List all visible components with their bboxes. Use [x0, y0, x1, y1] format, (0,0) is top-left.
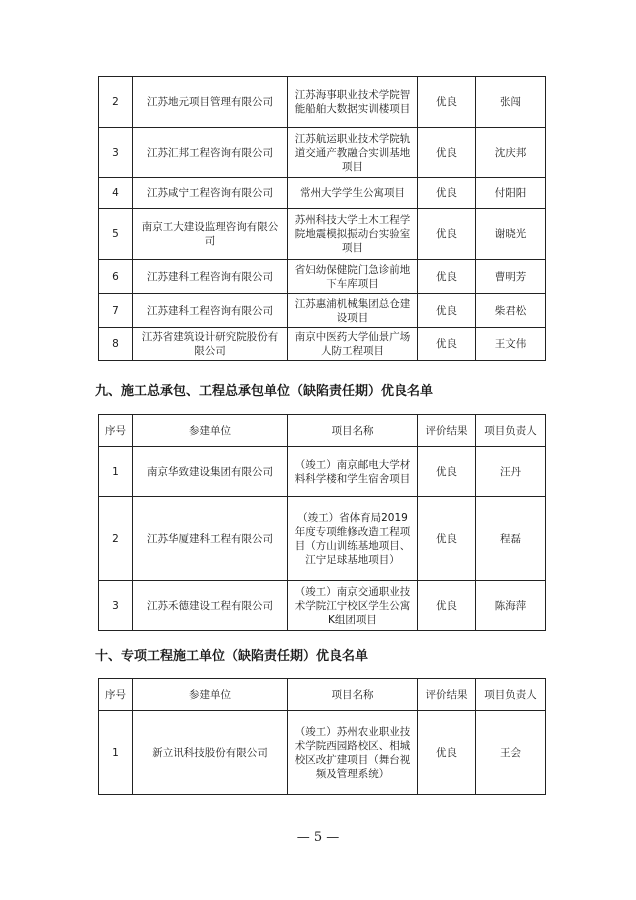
- header-leader: 项目负责人: [476, 415, 546, 447]
- row-number: 6: [99, 260, 133, 294]
- leader-cell: 曹明芳: [476, 260, 546, 294]
- table-header-row: [99, 415, 546, 447]
- row-number: 1: [99, 711, 133, 795]
- leader-cell: 谢晓光: [476, 209, 546, 260]
- header-project: 项目名称: [288, 679, 418, 711]
- result-cell: 优良: [418, 178, 476, 209]
- row-number: 2: [99, 497, 133, 581]
- project-cell: 江苏海事职业技术学院智能船舶大数据实训楼项目: [288, 77, 418, 128]
- leader-cell: 张闯: [476, 77, 546, 128]
- table-row: [99, 209, 546, 260]
- header-no: 序号: [99, 679, 133, 711]
- project-cell: 省妇幼保健院门急诊前地下车库项目: [288, 260, 418, 294]
- table-row: [99, 711, 546, 795]
- result-cell: 优良: [418, 260, 476, 294]
- project-cell: （竣工）南京邮电大学材料科学楼和学生宿舍项目: [288, 447, 418, 497]
- table-section-9: [98, 414, 546, 631]
- page-number: — 5 —: [296, 830, 340, 845]
- table-row: [99, 328, 546, 361]
- table-row: [99, 260, 546, 294]
- leader-cell: 汪丹: [476, 447, 546, 497]
- header-result: 评价结果: [418, 679, 476, 711]
- unit-cell: 江苏咸宁工程咨询有限公司: [133, 178, 288, 209]
- table-row: [99, 294, 546, 328]
- leader-cell: 柴君松: [476, 294, 546, 328]
- unit-cell: 江苏地元项目管理有限公司: [133, 77, 288, 128]
- unit-cell: 江苏建科工程咨询有限公司: [133, 294, 288, 328]
- project-cell: （竣工）苏州农业职业技术学院西园路校区、相城校区改扩建项目（舞台视频及管理系统）: [288, 711, 418, 795]
- result-cell: 优良: [418, 447, 476, 497]
- header-unit: 参建单位: [133, 415, 288, 447]
- unit-cell: 江苏汇邦工程咨询有限公司: [133, 128, 288, 178]
- section-9-heading: 九、施工总承包、工程总承包单位（缺陷责任期）优良名单: [95, 384, 434, 399]
- header-unit: 参建单位: [133, 679, 288, 711]
- result-cell: 优良: [418, 128, 476, 178]
- row-number: 4: [99, 178, 133, 209]
- result-cell: 优良: [418, 497, 476, 581]
- leader-cell: 王会: [476, 711, 546, 795]
- unit-cell: 南京华致建设集团有限公司: [133, 447, 288, 497]
- row-number: 5: [99, 209, 133, 260]
- project-cell: 苏州科技大学土木工程学院地震模拟振动台实验室项目: [288, 209, 418, 260]
- leader-cell: 陈海萍: [476, 581, 546, 631]
- table-row: [99, 581, 546, 631]
- leader-cell: 付阳阳: [476, 178, 546, 209]
- unit-cell: 江苏省建筑设计研究院股份有限公司: [133, 328, 288, 361]
- result-cell: 优良: [418, 209, 476, 260]
- result-cell: 优良: [418, 294, 476, 328]
- leader-cell: 沈庆邦: [476, 128, 546, 178]
- unit-cell: 江苏禾德建设工程有限公司: [133, 581, 288, 631]
- row-number: 7: [99, 294, 133, 328]
- project-cell: 南京中医药大学仙景广场人防工程项目: [288, 328, 418, 361]
- project-cell: （竣工）南京交通职业技术学院江宁校区学生公寓K组团项目: [288, 581, 418, 631]
- row-number: 3: [99, 128, 133, 178]
- row-number: 2: [99, 77, 133, 128]
- unit-cell: 南京工大建设监理咨询有限公司: [133, 209, 288, 260]
- table-header-row: [99, 679, 546, 711]
- result-cell: 优良: [418, 328, 476, 361]
- table-row: [99, 128, 546, 178]
- result-cell: 优良: [418, 77, 476, 128]
- unit-cell: 新立讯科技股份有限公司: [133, 711, 288, 795]
- project-cell: （竣工）省体育局2019年度专项维修改造工程项目（方山训练基地项目、江宁足球基地项目）: [288, 497, 418, 581]
- project-cell: 常州大学学生公寓项目: [288, 178, 418, 209]
- header-project: 项目名称: [288, 415, 418, 447]
- leader-cell: 王文伟: [476, 328, 546, 361]
- table-section-10: [98, 678, 546, 795]
- table-row: [99, 77, 546, 128]
- header-no: 序号: [99, 415, 133, 447]
- leader-cell: 程磊: [476, 497, 546, 581]
- header-result: 评价结果: [418, 415, 476, 447]
- unit-cell: 江苏华厦建科工程有限公司: [133, 497, 288, 581]
- table-row: [99, 497, 546, 581]
- project-cell: 江苏惠浦机械集团总仓建设项目: [288, 294, 418, 328]
- row-number: 8: [99, 328, 133, 361]
- header-leader: 项目负责人: [476, 679, 546, 711]
- table-row: [99, 447, 546, 497]
- unit-cell: 江苏建科工程咨询有限公司: [133, 260, 288, 294]
- row-number: 3: [99, 581, 133, 631]
- result-cell: 优良: [418, 711, 476, 795]
- section-10-heading: 十、专项工程施工单位（缺陷责任期）优良名单: [95, 649, 369, 664]
- project-cell: 江苏航运职业技术学院轨道交通产教融合实训基地项目: [288, 128, 418, 178]
- table-continuation: [98, 76, 546, 361]
- row-number: 1: [99, 447, 133, 497]
- table-row: [99, 178, 546, 209]
- result-cell: 优良: [418, 581, 476, 631]
